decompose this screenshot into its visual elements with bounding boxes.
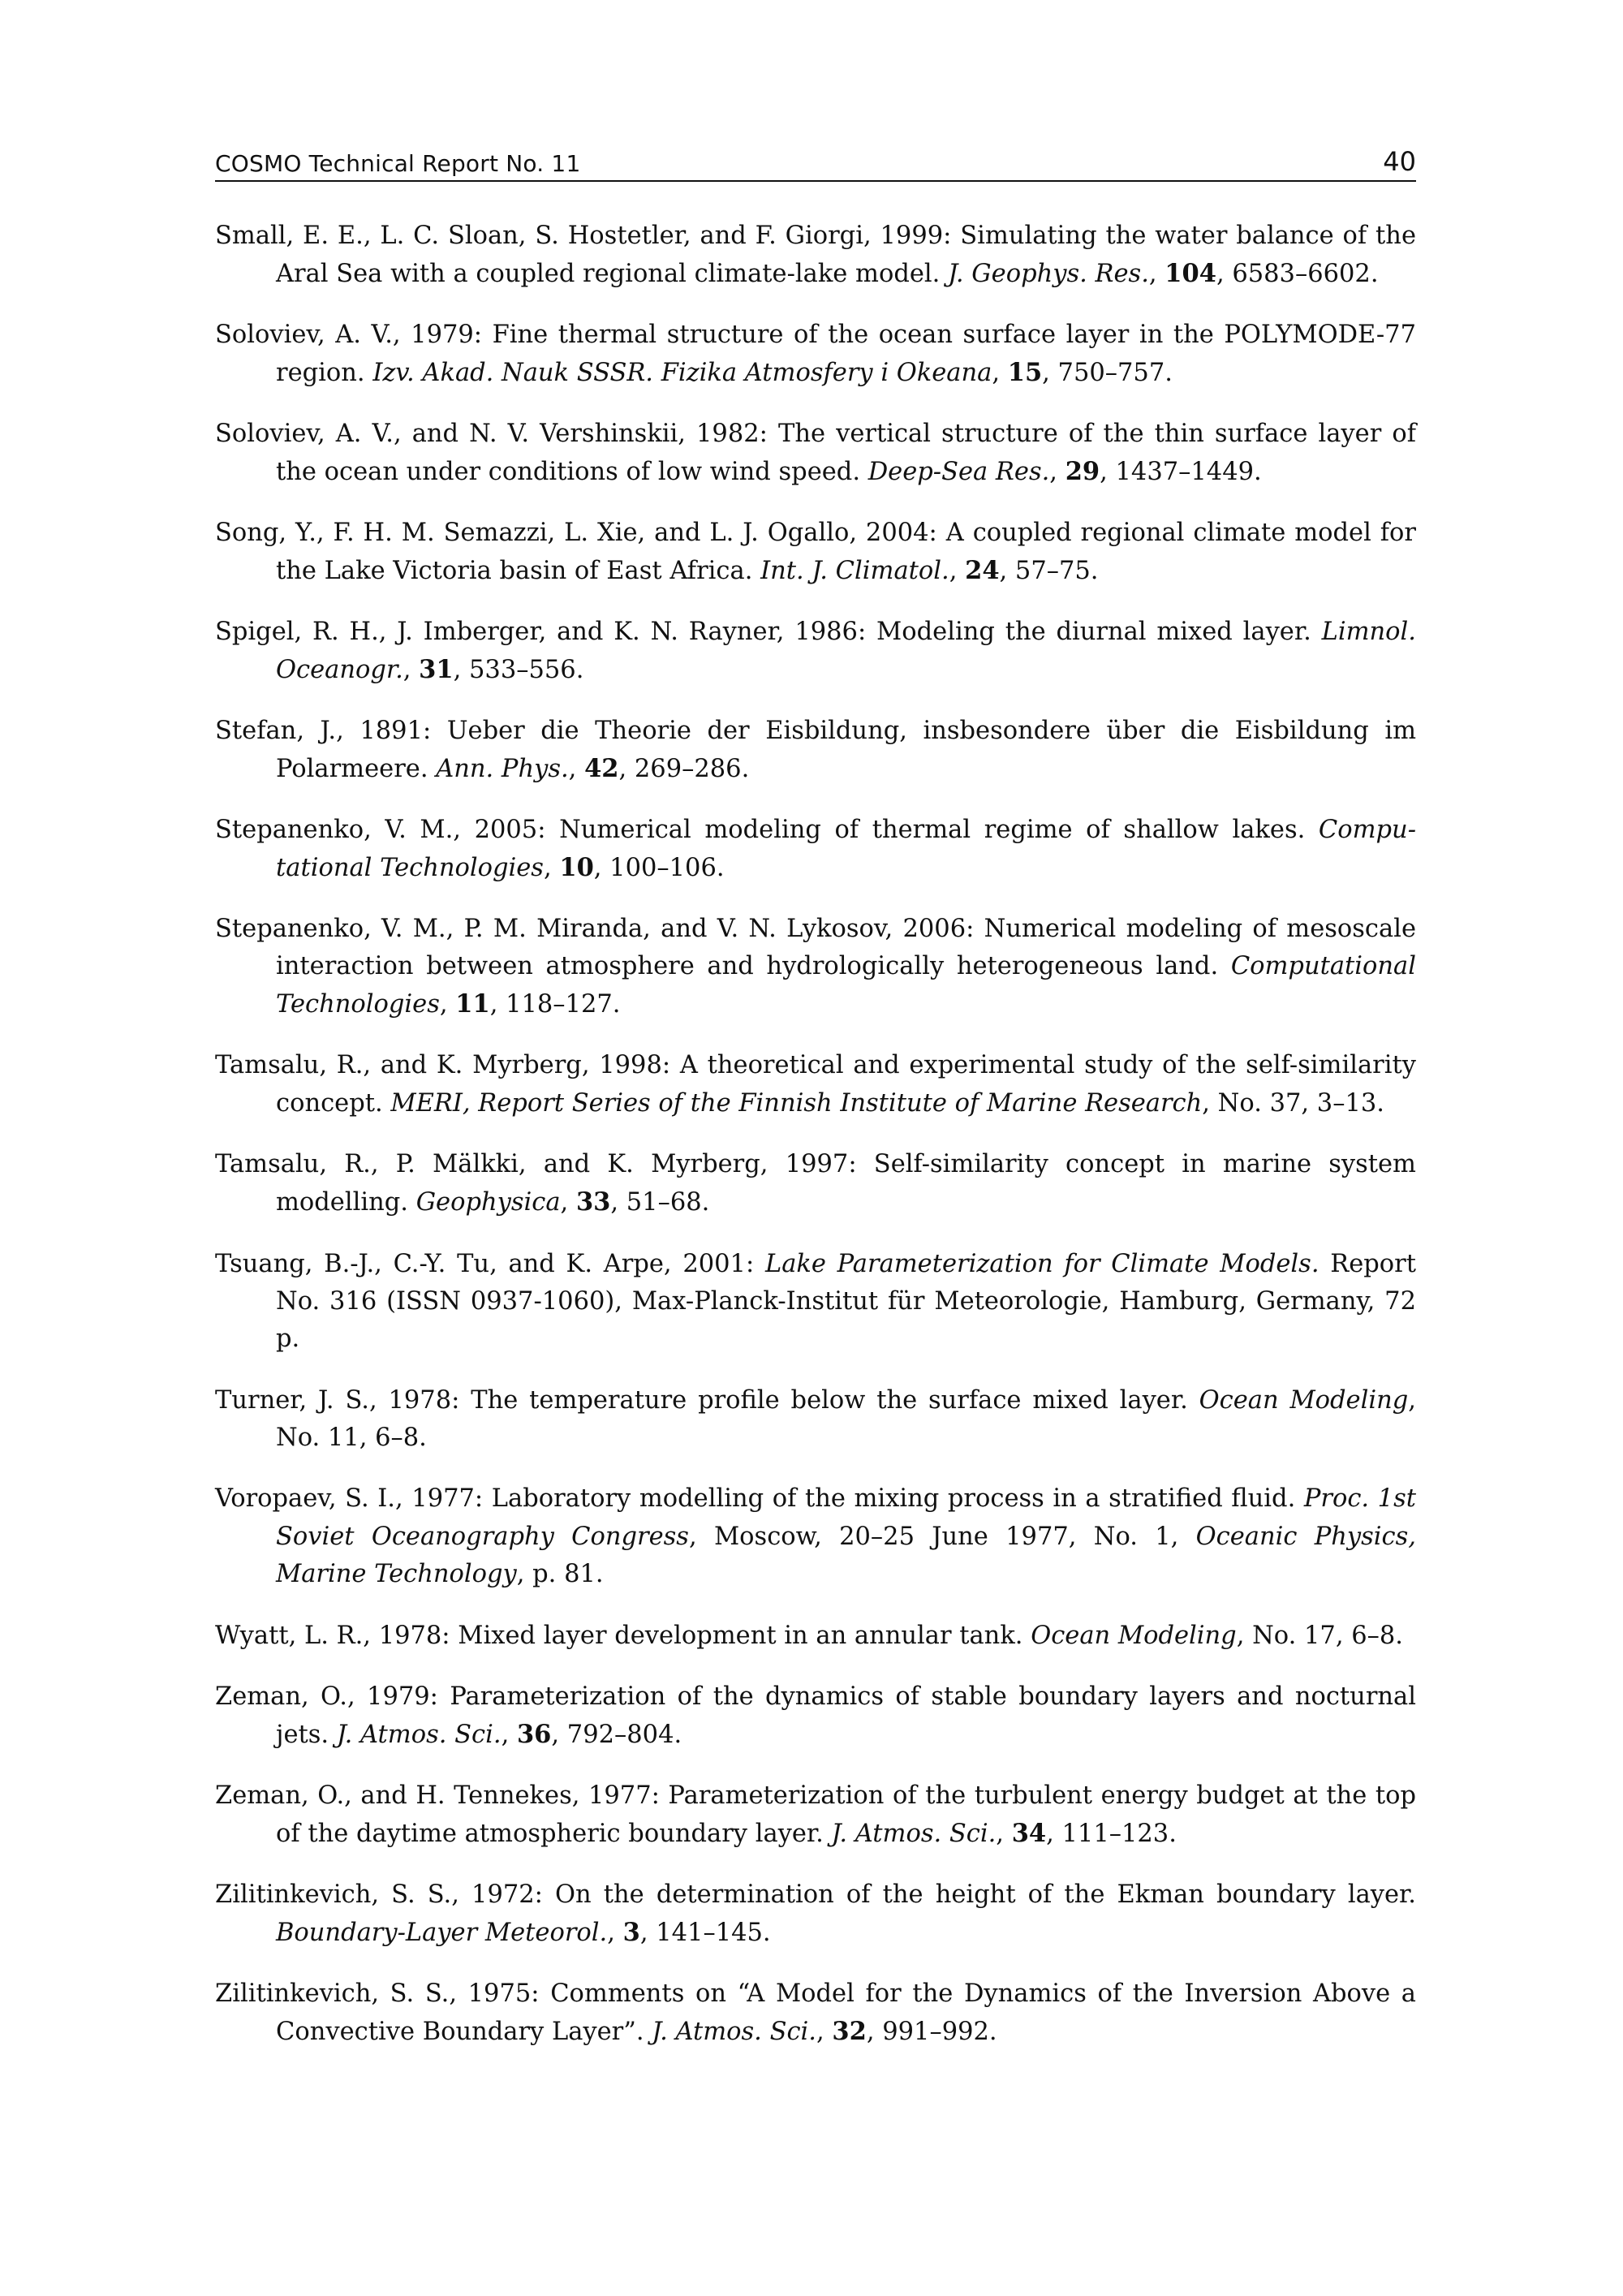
reference-entry — [215, 1480, 1416, 1593]
ref-pages: , 57–75. — [999, 557, 1099, 585]
ref-separator: , — [439, 990, 456, 1019]
ref-venue: Computational Technologies — [276, 952, 1416, 1019]
ref-title: Parameterization of the dynamics of stable boundary layers and nocturnal jets. — [276, 1682, 1416, 1749]
ref-volume: 29 — [1065, 457, 1100, 486]
ref-pages: , 991–992. — [866, 2018, 997, 2046]
reference-entry — [215, 1245, 1416, 1358]
ref-title: The temperature profile below the surface mixed layer. — [459, 1386, 1199, 1415]
ref-volume: 33 — [575, 1187, 611, 1217]
ref-title: A coupled regional climate model for the Lake Victoria basin of East Africa. — [276, 519, 1416, 585]
ref-pages: , 51–68. — [610, 1188, 710, 1217]
ref-venue: Ocean Modeling — [1031, 1622, 1237, 1650]
ref-pages: Moscow, 20–25 June 1977, No. 1, — [696, 1523, 1196, 1551]
ref-venue: Izv. Akad. Nauk SSSR. Fizika Atmosfery i Okeana — [372, 359, 992, 387]
ref-authors-year: Tamsalu, R., P. Mälkki, and K. Myrberg, 1997: — [215, 1150, 857, 1178]
reference-entry — [215, 1146, 1416, 1221]
ref-separator: , — [1236, 1622, 1245, 1650]
ref-volume: 10 — [559, 853, 594, 882]
ref-venue: Int. J. Climatol. — [760, 557, 949, 585]
ref-separator: , — [1202, 1089, 1210, 1118]
ref-venue: Limnol. Oceanogr. — [276, 618, 1416, 684]
reference-entry — [215, 1617, 1416, 1655]
ref-venue: J. Geophys. Res. — [948, 260, 1149, 288]
ref-venue: Boundary-Layer Meteorol. — [276, 1919, 608, 1947]
ref-venue: Deep-Sea Res. — [867, 458, 1050, 486]
ref-pages: , 750–757. — [1042, 359, 1173, 387]
ref-separator: , — [403, 656, 420, 684]
ref-authors-year: Spigel, R. H., J. Imberger, and K. N. Rayner, 1986: — [215, 618, 867, 646]
ref-authors-year: Zeman, O., 1979: — [215, 1682, 438, 1711]
ref-authors-year: Tamsalu, R., and K. Myrberg, 1998: — [215, 1051, 671, 1079]
reference-entry — [215, 713, 1416, 788]
ref-separator: , — [501, 1721, 517, 1749]
ref-venue: Ann. Phys. — [436, 755, 569, 783]
ref-venue: J. Atmos. Sci. — [336, 1721, 502, 1749]
ref-volume: 15 — [1007, 358, 1043, 387]
ref-pages: Report No. 316 (ISSN 0937-1060), Max-Planck-Institut für Meteorologie, Hamburg, Germany, 72 p. — [276, 1250, 1416, 1353]
ref-separator: , — [996, 1820, 1012, 1848]
ref-authors-year: Small, E. E., L. C. Sloan, S. Hostetler, and F. Giorgi, 1999: — [215, 222, 952, 250]
ref-volume: 3 — [622, 1918, 640, 1947]
ref-title: Self-similarity concept in marine system modelling. — [276, 1150, 1416, 1217]
ref-separator: , — [688, 1523, 697, 1551]
ref-authors-year: Zilitinkevich, S. S., 1975: — [215, 1979, 540, 2008]
ref-volume: 32 — [832, 2017, 867, 2046]
reference-entry — [215, 812, 1416, 887]
ref-pages: , 533–556. — [453, 656, 584, 684]
ref-authors-year: Soloviev, A. V., 1979: — [215, 321, 483, 349]
ref-separator: , — [1049, 458, 1065, 486]
ref-pages: No. 37, 3–13. — [1209, 1089, 1384, 1118]
ref-pages: , 111–123. — [1046, 1820, 1177, 1848]
ref-title: The vertical structure of the thin surface layer of the ocean under conditions of low wind speed. — [276, 420, 1416, 486]
reference-entry — [215, 1975, 1416, 2051]
page-header — [215, 143, 1416, 182]
ref-venue: Geophysica — [415, 1188, 561, 1217]
ref-volume: 36 — [516, 1720, 552, 1749]
ref-separator: , — [568, 755, 585, 783]
ref-volume: 104 — [1165, 259, 1216, 288]
ref-authors-year: Song, Y., F. H. M. Semazzi, L. Xie, and L. J. Ogallo, 2004: — [215, 519, 937, 547]
ref-title: Mixed layer development in an annular tank. — [450, 1622, 1031, 1650]
ref-volume: 42 — [584, 754, 619, 783]
ref-title: Ueber die Theorie der Eisbildung, insbesondere über die Eisbildung im Polarmeere. — [276, 717, 1417, 783]
reference-entry — [215, 317, 1416, 392]
page-number: 40 — [1383, 146, 1416, 177]
reference-entry — [215, 1678, 1416, 1754]
ref-pages: No. 17, 6–8. — [1244, 1622, 1403, 1650]
ref-pages: , 269–286. — [618, 755, 750, 783]
reference-entry — [215, 1777, 1416, 1853]
ref-authors-year: Tsuang, B.-J., C.-Y. Tu, and K. Arpe, 2001: — [215, 1250, 755, 1278]
ref-authors-year: Stefan, J., 1891: — [215, 717, 432, 745]
reference-entry — [215, 515, 1416, 590]
reference-entry — [215, 1876, 1416, 1952]
ref-title: Laboratory modelling of the mixing process in a stratified fluid. — [483, 1484, 1304, 1513]
ref-venue-secondary: Oceanic Physics, Marine Technology — [276, 1523, 1416, 1588]
reference-entry — [215, 416, 1416, 491]
ref-separator: , — [816, 2018, 833, 2046]
reference-entry — [215, 218, 1416, 293]
reference-list — [215, 218, 1416, 2074]
reference-entry — [215, 1047, 1416, 1122]
ref-volume: 34 — [1011, 1819, 1047, 1848]
ref-authors-year: Turner, J. S., 1978: — [215, 1386, 460, 1415]
ref-title: On the determination of the height of the Ekman boundary layer. — [542, 1880, 1416, 1909]
ref-venue: Lake Parameterization for Climate Models. — [764, 1250, 1319, 1278]
ref-pages: , 792–804. — [551, 1721, 682, 1749]
ref-pages: , 141–145. — [639, 1919, 771, 1947]
ref-authors-year: Voropaev, S. I., 1977: — [215, 1484, 484, 1513]
ref-pages: , 1437–1449. — [1100, 458, 1262, 486]
ref-pages: No. 11, 6–8. — [276, 1424, 427, 1452]
ref-title: A theoretical and experimental study of the self-similarity concept. — [276, 1051, 1416, 1118]
ref-volume: 31 — [419, 655, 454, 684]
ref-authors-year: Stepanenko, V. M., P. M. Miranda, and V. N. Lykosov, 2006: — [215, 915, 975, 943]
ref-title: Parameterization of the turbulent energy budget at the top of the daytime atmospheric boundary layer. — [276, 1781, 1416, 1848]
ref-authors-year: Wyatt, L. R., 1978: — [215, 1622, 450, 1650]
ref-title — [754, 1250, 765, 1278]
ref-separator: , — [992, 359, 1008, 387]
ref-venue: MERI, Report Series of the Finnish Institute of Marine Research — [390, 1089, 1203, 1118]
ref-separator: , — [607, 1919, 623, 1947]
ref-venue: Computational Technologies — [276, 816, 1416, 882]
ref-separator: , — [560, 1188, 576, 1217]
ref-venue: Ocean Modeling — [1199, 1386, 1409, 1415]
ref-venue: J. Atmos. Sci. — [652, 2018, 816, 2046]
ref-pages: , 6583–6602. — [1216, 260, 1379, 288]
ref-volume: 11 — [455, 989, 490, 1019]
reference-entry — [215, 911, 1416, 1023]
ref-authors-year: Stepanenko, V. M., 2005: — [215, 816, 546, 844]
reference-entry — [215, 1381, 1416, 1457]
ref-separator: , — [543, 854, 560, 882]
ref-venue: Proc. 1st Soviet Oceanography Congress — [276, 1484, 1416, 1551]
ref-pages-secondary: , p. 81. — [516, 1560, 604, 1588]
ref-title: Modeling the diurnal mixed layer. — [866, 618, 1322, 646]
ref-pages: , 118–127. — [489, 990, 621, 1019]
ref-title: Fine thermal structure of the ocean surface layer in the POLYMODE-77 region. — [276, 321, 1416, 387]
ref-title: Simulating the water balance of the Aral Sea with a coupled regional climate-lake model. — [276, 222, 1416, 288]
ref-authors-year: Zeman, O., and H. Tennekes, 1977: — [215, 1781, 660, 1810]
reference-entry — [215, 614, 1416, 689]
ref-volume: 24 — [965, 556, 1000, 585]
ref-separator: , — [1148, 260, 1165, 288]
ref-authors-year: Soloviev, A. V., and N. V. Vershinskii, 1982: — [215, 420, 768, 448]
ref-separator: , — [949, 557, 966, 585]
ref-authors-year: Zilitinkevich, S. S., 1972: — [215, 1880, 543, 1909]
ref-title: Comments on “A Model for the Dynamics of the Inversion Above a Convective Boundary Layer”. — [276, 1979, 1416, 2046]
ref-title: Numerical modeling of mesoscale interaction between atmosphere and hydrologically heterogeneous land. — [276, 915, 1416, 980]
ref-pages: , 100–106. — [593, 854, 725, 882]
report-title: COSMO Technical Report No. 11 — [215, 150, 581, 177]
ref-title: Numerical modeling of thermal regime of shallow lakes. — [545, 816, 1319, 844]
ref-venue: J. Atmos. Sci. — [831, 1820, 997, 1848]
ref-separator: , — [1408, 1386, 1416, 1415]
